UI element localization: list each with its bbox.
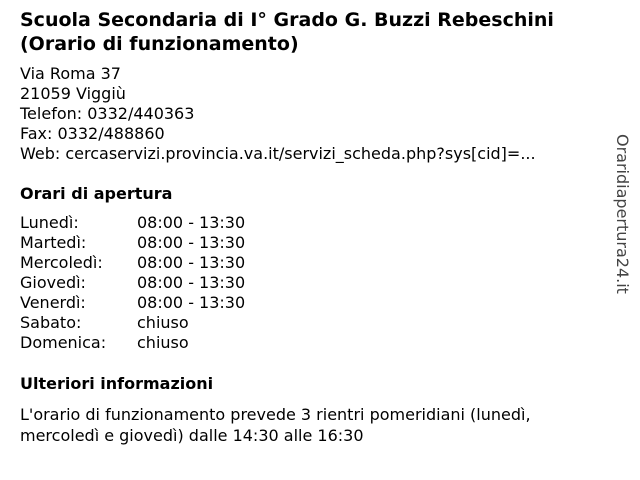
street-address: Via Roma 37 [20,64,121,83]
city-address: 21059 Viggiù [20,84,126,103]
opening-hours-heading: Orari di apertura [20,184,173,203]
day-label: Sabato: [20,313,82,332]
hours-row-monday [20,213,245,233]
opening-hours-table [20,213,245,353]
hours-row-thursday [20,273,245,293]
phone-number: Telefon: 0332/440363 [20,104,195,123]
day-label: Lunedì: [20,213,79,232]
hours-value: 08:00 - 13:30 [137,293,246,312]
hours-value: 08:00 - 13:30 [137,233,246,252]
hours-row-sunday [20,333,245,353]
hours-row-wednesday [20,253,245,273]
day-label: Giovedì: [20,273,86,292]
day-label: Martedì: [20,233,87,252]
fax-number: Fax: 0332/488860 [20,124,165,143]
more-info-heading: Ulteriori informazioni [20,374,214,393]
address-block [20,64,536,164]
more-info-text: L'orario di funzionamento prevede 3 rientri pomeridiani (lunedì, mercoledì e giovedì) dalle 14:30 alle 16:30 [20,405,531,445]
day-label: Mercoledì: [20,253,103,272]
day-label: Domenica: [20,333,107,352]
hours-value: 08:00 - 13:30 [137,273,246,292]
site-watermark: Oraridiapertura24.it [613,134,632,294]
hours-value: 08:00 - 13:30 [137,253,246,272]
hours-row-tuesday [20,233,245,253]
day-label: Venerdì: [20,293,86,312]
hours-value: 08:00 - 13:30 [137,213,246,232]
website-link[interactable]: Web: cercaservizi.provincia.va.it/servizi_scheda.php?sys[cid]=... [20,144,536,163]
page-title: Scuola Secondaria di I° Grado G. Buzzi Rebeschini (Orario di funzionamento) [20,9,554,55]
hours-row-friday [20,293,245,313]
hours-value: chiuso [137,333,189,352]
hours-value: chiuso [137,313,189,332]
hours-row-saturday [20,313,245,333]
